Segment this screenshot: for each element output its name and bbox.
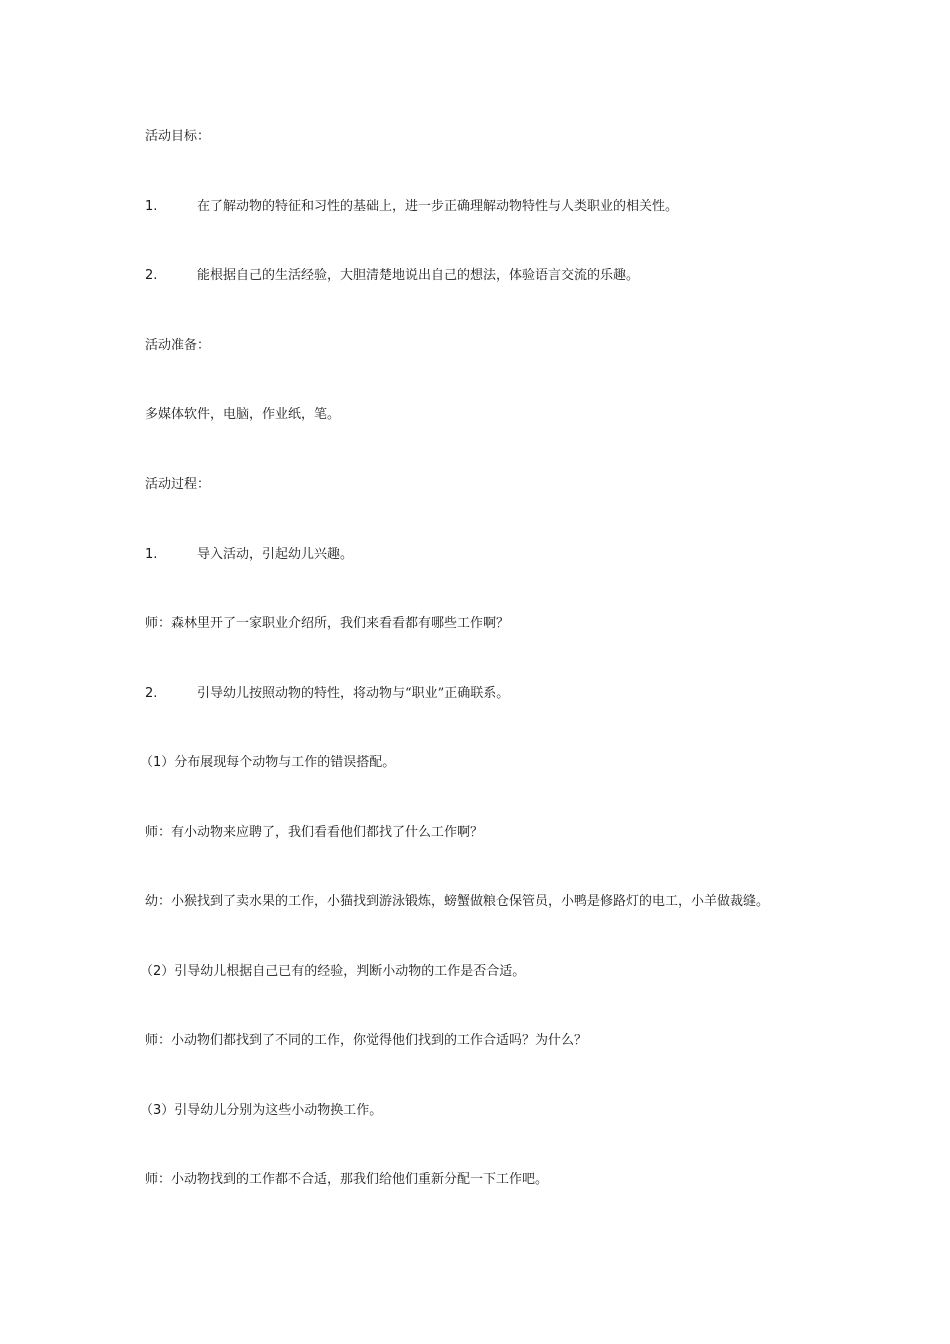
step-2-number: 2.: [145, 686, 158, 701]
teacher-line-2: 师：有小动物来应聘了，我们看看他们都找了什么工作啊？: [145, 825, 484, 840]
prep-text: 多媒体软件，电脑，作业纸，笔。: [145, 407, 341, 422]
process-heading: 活动过程：: [145, 477, 211, 492]
prep-heading: 活动准备：: [145, 338, 211, 353]
sub-1-text: 分布展现每个动物与工作的错误搭配。: [174, 755, 396, 770]
sub-2-number: （2）: [140, 964, 175, 979]
goal-1-number: 1.: [145, 199, 158, 214]
sub-2-text: 引导幼儿根据自己已有的经验，判断小动物的工作是否合适。: [174, 964, 526, 979]
teacher-line-1: 师：森林里开了一家职业介绍所，我们来看看都有哪些工作啊？: [145, 616, 510, 631]
sub-item-1: [140, 754, 395, 772]
step-item-1: [145, 546, 353, 564]
sub-3-number: （3）: [140, 1103, 175, 1118]
goal-2-text: 能根据自己的生活经验，大胆清楚地说出自己的想法，体验语言交流的乐趣。: [197, 268, 640, 283]
sub-item-2: [140, 963, 525, 981]
goal-item-2: [145, 267, 639, 285]
goal-item-1: [145, 198, 678, 216]
goal-2-number: 2.: [145, 268, 158, 283]
teacher-line-3: 师：小动物们都找到了不同的工作，你觉得他们找到的工作合适吗？为什么？: [145, 1033, 588, 1048]
sub-item-3: [140, 1102, 382, 1120]
teacher-line-4: 师：小动物找到的工作都不合适，那我们给他们重新分配一下工作吧。: [145, 1172, 549, 1187]
goal-1-text: 在了解动物的特征和习性的基础上，进一步正确理解动物特性与人类职业的相关性。: [197, 199, 679, 214]
goals-heading: 活动目标：: [145, 129, 211, 144]
step-1-number: 1.: [145, 547, 158, 562]
step-1-text: 导入活动，引起幼儿兴趣。: [197, 547, 354, 562]
child-line-1: 幼：小猴找到了卖水果的工作，小猫找到游泳锻炼，螃蟹做粮仓保管员，小鸭是修路灯的电工，小羊做裁缝。: [145, 894, 770, 909]
sub-3-text: 引导幼儿分别为这些小动物换工作。: [174, 1103, 383, 1118]
step-2-text: 引导幼儿按照动物的特性，将动物与“职业”正确联系。: [197, 686, 510, 701]
step-item-2: [145, 685, 509, 703]
sub-1-number: （1）: [140, 755, 175, 770]
